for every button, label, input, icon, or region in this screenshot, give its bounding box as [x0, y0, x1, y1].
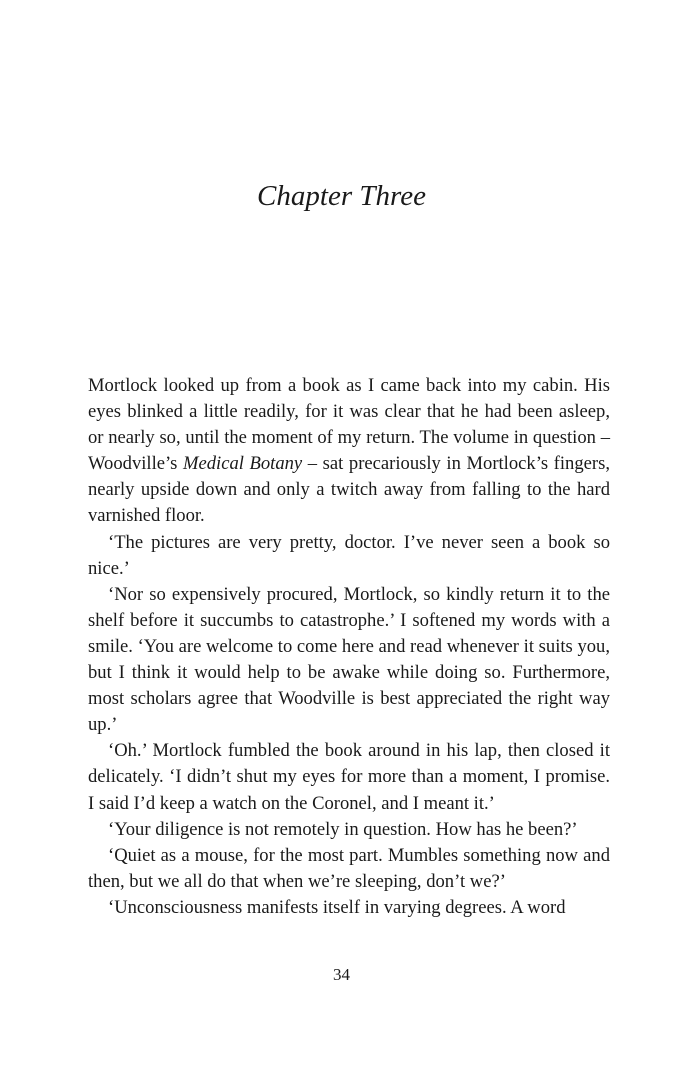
paragraph-1-text-before: Mortlock looked up from a book as I came back into my cabin. His eyes blinked a little readily, for it was clear that he had been asleep, or nearly so, until the moment of my return. The volume in question – Woodville’s: [88, 375, 610, 475]
paragraph-5: ‘Your diligence is not remotely in question. How has he been?’: [108, 818, 578, 840]
paragraph-1-text-after: – sat precariously in Mortlock’s fingers, nearly upside down and only a twitch away from falling to the hard varnished floor.: [88, 453, 610, 527]
paragraph-1: [88, 373, 610, 530]
paragraph-2: ‘The pictures are very pretty, doctor. I’ve never seen a book so nice.’: [88, 531, 610, 579]
chapter-body-text: [88, 373, 610, 921]
page-number: 34: [333, 965, 350, 984]
chapter-title: Chapter Three: [257, 180, 426, 212]
book-title-italic: Medical Botany: [183, 453, 303, 475]
paragraph-6: ‘Quiet as a mouse, for the most part. Mumbles something now and then, but we all do that when we’re sleeping, don’t we?’: [88, 844, 610, 892]
paragraph-3: ‘Nor so expensively procured, Mortlock, so kindly return it to the shelf before it succumbs to catastrophe.’ I softened my words with a smile. ‘You are welcome to come here and read whenever it suits you, but I think it would help to be awake while doing so. Furthermore, most scholars agree that Woodville is best appreciated the right way up.’: [88, 583, 610, 736]
paragraph-4: ‘Oh.’ Mortlock fumbled the book around in his lap, then closed it delicately. ‘I didn’t shut my eyes for more than a moment, I promise. I said I’d keep a watch on the Coronel, and I meant it.’: [88, 740, 610, 814]
paragraph-7: ‘Unconsciousness manifests itself in varying degrees. A word: [108, 896, 566, 918]
